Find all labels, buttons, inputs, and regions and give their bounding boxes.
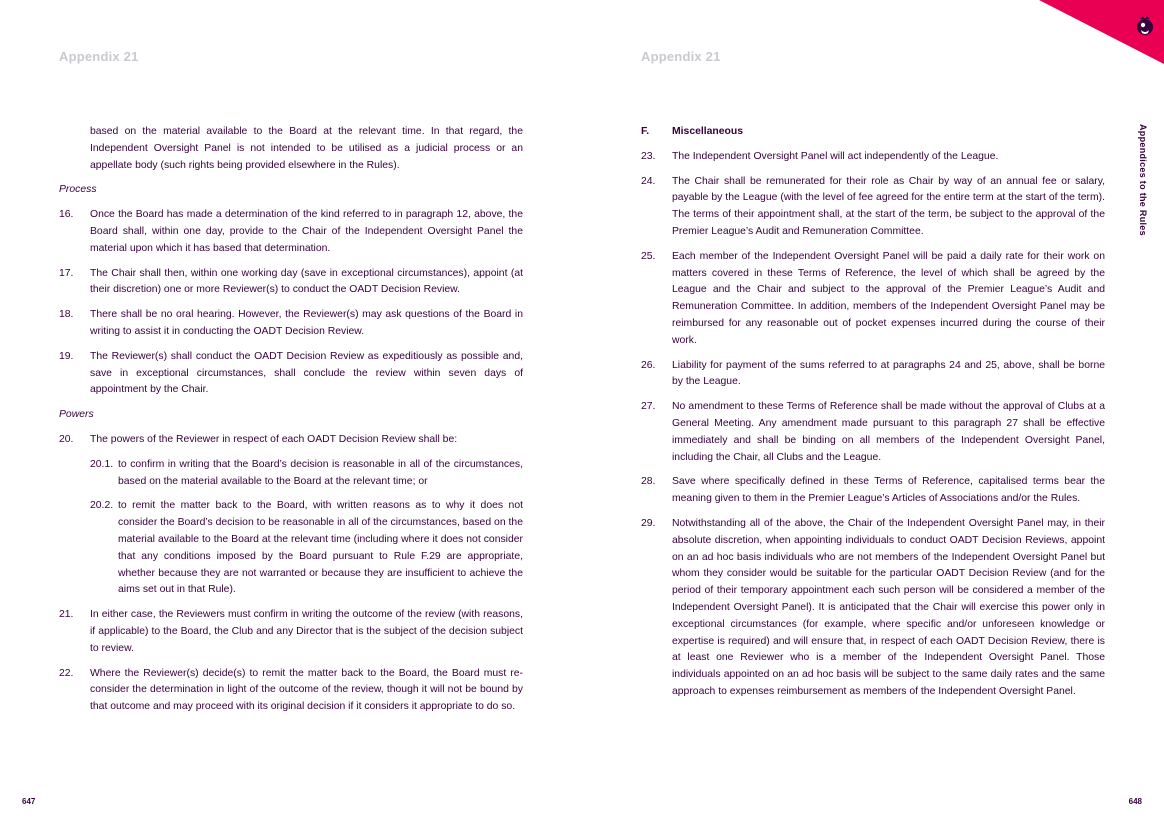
left-appendix-title: Appendix 21 [59,49,139,64]
paragraph-text: Save where specifically defined in these Terms of Reference, capitalised terms bear the meaning given to them in the Premier League’s Articles of Associations and/or the Rules. [672,476,1105,505]
paragraph-20-2 [90,498,523,599]
paragraph-text: The Chair shall be remunerated for their role as Chair by way of an annual fee or salary, payable by the League (with the level of fee agreed for the entire term at the start of the term). The terms of their appointment shall, at the start of the term, be subject to the approval of the Premier League’s Audit and Remuneration Committee. [672,175,1105,237]
paragraph-26 [641,358,1105,392]
paragraph-16 [59,207,523,257]
paragraph-29 [641,516,1105,701]
paragraph-text: The Chair shall then, within one working day (save in exceptional circumstances), appoint (at their discretion) one or more Reviewer(s) to conduct the OADT Decision Review. [90,267,523,296]
paragraph-text: There shall be no oral hearing. However, the Reviewer(s) may ask questions of the Board in writing to assist it in conducting the OADT Decision Review. [90,309,523,337]
paragraph-number: 25. [641,250,656,262]
paragraph-number: 20. [59,433,74,445]
subparagraph-number: 20.1. [90,458,114,470]
subparagraph-text: to confirm in writing that the Board’s decision is reasonable in all of the circumstances, based on the material available to the Board at the relevant time; or [118,458,523,487]
paragraph-text: The Independent Oversight Panel will act independently of the League. [672,150,999,162]
right-body [641,124,1105,709]
paragraph-17 [59,266,523,300]
continuation-paragraph: based on the material available to the Board at the relevant time. In that regard, the Independent Oversight Panel is not intended to be utilised as a judicial process or an appellate body (such rights being provided elsewhere in the Rules). [90,126,523,171]
paragraph-number: 24. [641,175,656,187]
paragraph-number: 19. [59,350,74,362]
left-body [59,124,523,724]
paragraph-number: 16. [59,209,74,221]
section-heading [641,124,1105,141]
paragraph-23 [641,149,1105,166]
section-title: Miscellaneous [672,126,744,137]
side-tab[interactable] [1138,124,1156,254]
section-letter: F. [641,126,650,137]
paragraph-25 [641,249,1105,350]
paragraph-text: Liability for payment of the sums referred to at paragraphs 24 and 25, above, shall be borne by the League. [672,359,1105,388]
paragraph-28 [641,474,1105,508]
paragraph-number: 21. [59,609,74,621]
paragraph-number: 17. [59,267,74,279]
right-appendix-title: Appendix 21 [641,49,721,64]
paragraph-text: Where the Reviewer(s) decide(s) to remit the matter back to the Board, the Board must re-consider the determination in light of the outcome of the review, though it will not be bound by that outcome and may proceed with its original decision if it considers it appropriate to do so. [90,667,523,713]
paragraph-number: 22. [59,667,74,679]
paragraph-21 [59,607,523,657]
paragraph-18 [59,307,523,341]
paragraph-text: The Reviewer(s) shall conduct the OADT Decision Review as expeditiously as possible and, save in exceptional circumstances, shall conclude the review within seven days of appointment by the Chair. [90,350,523,396]
paragraph-text: In either case, the Reviewers must confirm in writing the outcome of the review (with reasons, if applicable) to the Board, the Club and any Director that is the subject of the decision subject to review. [90,609,523,654]
paragraph-19 [59,349,523,399]
subparagraph-text: to remit the matter back to the Board, with written reasons as to why it does not consider the Board’s decision to be reasonable in all of the circumstances, based on the material available to the Board at the relevant time (including where it does not consider that any conditions imposed by the Board pursuant to Rule F.29 are appropriate, whether because they are not warranted or because they are insufficient to achieve the aims set out in that Rule). [118,500,523,596]
paragraph-27 [641,399,1105,466]
left-page-number: 647 [22,797,36,806]
paragraph-number: 23. [641,150,656,162]
paragraph-text: The powers of the Reviewer in respect of each OADT Decision Review shall be: [90,433,458,445]
paragraph-number: 18. [59,309,74,321]
paragraph-number: 28. [641,476,656,488]
corner-brand-banner [1019,0,1164,70]
paragraph-text: Each member of the Independent Oversight Panel will be paid a daily rate for their work on matters covered in these Terms of Reference, the level of which shall be agreed by the League and the Chair and subject to the approval of the Premier League’s Audit and Remuneration Committee. In addition, members of the Independent Oversight Panel may be reimbursed for any reasonable out of pocket expenses incurred during the course of their work. [672,250,1105,346]
side-tab-label: Appendices to the Rules [1138,124,1148,236]
subparagraph-number: 20.2. [90,500,114,512]
paragraph-number: 26. [641,359,656,371]
paragraph-20 [59,432,523,449]
paragraph-22 [59,666,523,716]
process-heading: Process [59,184,97,196]
paragraph-text: Once the Board has made a determination of the kind referred to in paragraph 12, above, the Board shall, within one day, provide to the Chair of the Independent Oversight Panel the material upon which it has based that determination. [90,209,523,254]
right-page [582,0,1164,826]
paragraph-24 [641,174,1105,241]
paragraph-number: 27. [641,401,656,413]
paragraph-text: No amendment to these Terms of Reference shall be made without the approval of Clubs at a General Meeting. Any amendment made pursuant to this paragraph 27 shall be effective immediately and shall be binding on all members of the Independent Oversight Panel, including the Chair, all Clubs and the League. [672,401,1105,463]
paragraph-20-1 [90,457,523,491]
paragraph-number: 29. [641,517,656,529]
powers-heading: Powers [59,409,94,421]
paragraph-text: Notwithstanding all of the above, the Chair of the Independent Oversight Panel may, in their absolute discretion, when appointing individuals to conduct OADT Decision Reviews, appoint on an ad hoc basis individuals who are not members of the Independent Oversight Panel but whom they consider would be suitable for the particular OADT Decision Review (and for the period of their temporary appointment each such person will be considered a member of the Independent Oversight Panel). It is anticipated that the Chair will exercise this power only in exceptional circumstances (for example, where specific and/or unforeseen knowledge or expertise is required) and will ensure that, in respect of each OADT Decision Review, there is at least one Reviewer who is a member of the Independent Oversight Panel. Those individuals appointed on an ad hoc basis will be subject to the same daily rates and the same approach to expenses reimbursement as members of the Independent Oversight Panel. [672,517,1105,697]
right-page-number: 648 [1128,797,1142,806]
